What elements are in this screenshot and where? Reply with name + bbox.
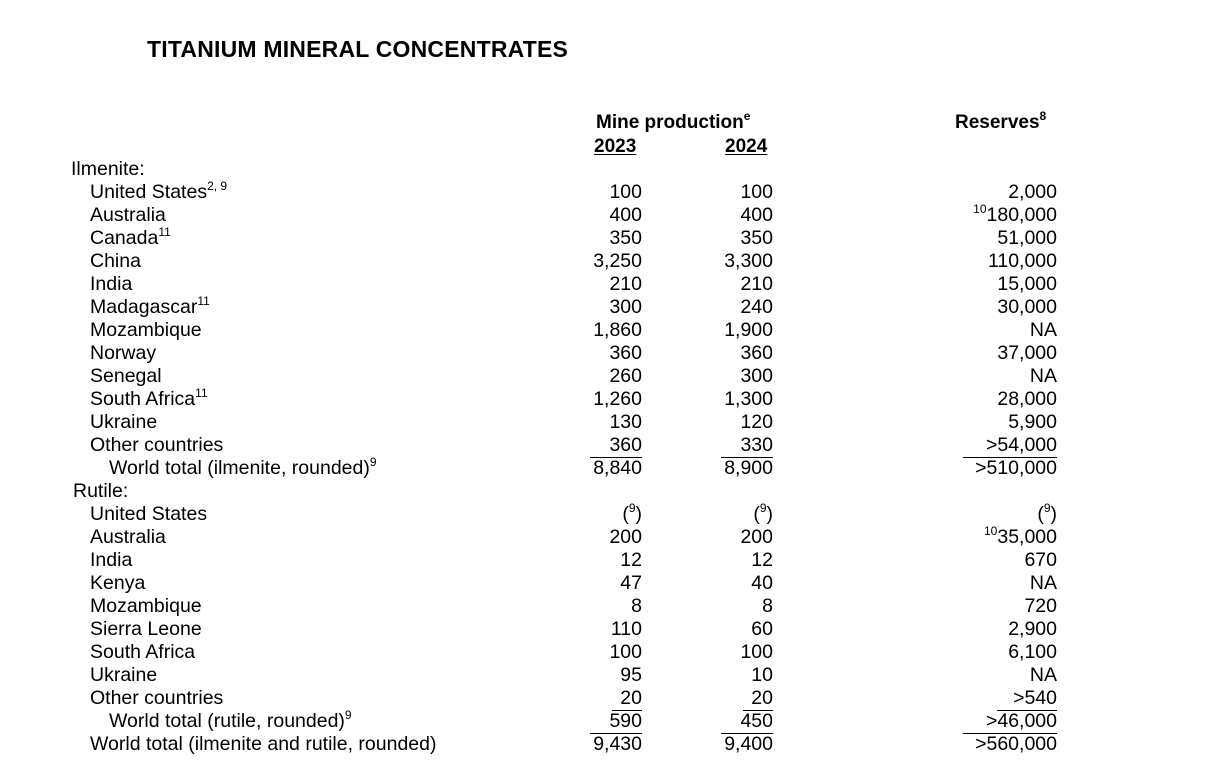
total-row xyxy=(0,710,1220,733)
value-reserves: 5,900 xyxy=(1008,411,1057,433)
reserves-header: Reserves$^8$ xyxy=(955,109,1047,133)
value-2023: 400 xyxy=(609,204,642,226)
value-2023: 360 xyxy=(560,434,642,458)
value-2024: 210 xyxy=(740,273,773,295)
row-label: Senegal xyxy=(90,365,162,387)
value-reserves: 110,000 xyxy=(987,250,1057,272)
value-2024: 360 xyxy=(740,342,773,364)
value-reserves: $^{10}$180,000 xyxy=(973,202,1057,226)
value-reserves: >46,000 xyxy=(930,710,1057,734)
row-label: Ukraine xyxy=(90,411,158,433)
row-label: United States xyxy=(90,503,208,525)
row-label: World total (ilmenite and rutile, rounded) xyxy=(90,733,437,755)
value-reserves: 2,900 xyxy=(1008,618,1057,640)
value-2023: 3,250 xyxy=(593,250,642,272)
row-label: Madagascar$^{11}$ xyxy=(90,294,210,318)
row-label: Mozambique xyxy=(90,319,202,341)
year-2023-header: 2023 xyxy=(594,136,637,157)
value-2023: 1,860 xyxy=(593,319,642,341)
table-row xyxy=(0,572,1220,595)
year-2024-header: 2024 xyxy=(725,136,768,157)
value-reserves: NA xyxy=(1029,664,1057,686)
value-2024: 300 xyxy=(740,365,773,387)
value-reserves: ($^9$) xyxy=(1037,501,1057,525)
value-2024: 60 xyxy=(751,618,773,640)
row-label: Sierra Leone xyxy=(90,618,202,640)
row-label: China xyxy=(90,250,141,272)
value-2023: 360 xyxy=(609,342,642,364)
row-label: Other countries xyxy=(90,434,224,456)
table-row xyxy=(0,319,1220,342)
value-reserves: 30,000 xyxy=(997,296,1057,318)
value-2024: 450 xyxy=(690,710,773,734)
value-2024: 12 xyxy=(751,549,773,571)
value-2023: 100 xyxy=(609,641,642,663)
value-2024: 240 xyxy=(740,296,773,318)
value-2023: 130 xyxy=(609,411,642,433)
row-label: Australia xyxy=(90,526,166,548)
table-row xyxy=(0,250,1220,273)
table-row xyxy=(0,641,1220,664)
value-reserves: >540 xyxy=(930,687,1057,711)
value-2023: 12 xyxy=(620,549,642,571)
value-reserves: NA xyxy=(1029,572,1057,594)
value-reserves: $^{10}$35,000 xyxy=(983,524,1057,548)
value-2024: 400 xyxy=(740,204,773,226)
row-label: Other countries xyxy=(90,687,224,709)
table-row xyxy=(0,503,1220,526)
value-2023: 110 xyxy=(610,618,642,640)
row-label: India xyxy=(90,273,133,295)
value-2023: 8 xyxy=(631,595,642,617)
section-header-rutile xyxy=(0,480,1220,503)
value-reserves: 720 xyxy=(1024,595,1057,617)
value-2023: ($^9$) xyxy=(622,501,642,525)
table-row xyxy=(0,595,1220,618)
value-2024: 20 xyxy=(690,687,773,711)
value-2023: 590 xyxy=(560,710,642,734)
value-2023: 210 xyxy=(609,273,642,295)
value-2023: 200 xyxy=(609,526,642,548)
value-2023: 350 xyxy=(609,227,642,249)
value-reserves: NA xyxy=(1029,319,1057,341)
value-2024: 8 xyxy=(762,595,773,617)
total-row xyxy=(0,457,1220,480)
value-reserves: 670 xyxy=(1024,549,1057,571)
value-reserves: 51,000 xyxy=(997,227,1057,249)
value-2024: 9,400 xyxy=(724,733,773,755)
value-reserves: 37,000 xyxy=(997,342,1057,364)
value-2023: 20 xyxy=(560,687,642,711)
section-header-ilmenite xyxy=(0,158,1220,181)
value-2024: 330 xyxy=(690,434,773,458)
row-label: South Africa$^{11}$ xyxy=(90,386,208,410)
row-label: India xyxy=(90,549,133,571)
table-row xyxy=(0,434,1220,457)
value-reserves: 15,000 xyxy=(997,273,1057,295)
value-2024: 1,300 xyxy=(724,388,773,410)
value-2024: 120 xyxy=(740,411,773,433)
row-label: United States$^{2, 9}$ xyxy=(90,179,228,203)
row-label: Ukraine xyxy=(90,664,158,686)
row-label: World total (ilmenite, rounded)$^9$ xyxy=(109,455,377,479)
value-2024: 8,900 xyxy=(724,457,773,479)
value-reserves: >560,000 xyxy=(975,733,1057,755)
table-row xyxy=(0,687,1220,710)
row-label: Kenya xyxy=(90,572,146,594)
value-reserves: >54,000 xyxy=(930,434,1057,458)
value-2024: 10 xyxy=(751,664,773,686)
row-label: Australia xyxy=(90,204,166,226)
value-reserves: >510,000 xyxy=(975,457,1057,479)
row-label: World total (rutile, rounded)$^9$ xyxy=(109,708,352,732)
table-row xyxy=(0,618,1220,641)
row-label: South Africa xyxy=(90,641,196,663)
table-row xyxy=(0,227,1220,250)
value-reserves: 6,100 xyxy=(1008,641,1057,663)
table-row xyxy=(0,365,1220,388)
row-label: Ilmenite: xyxy=(71,158,145,180)
value-2023: 95 xyxy=(620,664,642,686)
value-2024: 40 xyxy=(751,572,773,594)
table-row xyxy=(0,204,1220,227)
grand-total-row xyxy=(0,733,1220,756)
value-2023: 260 xyxy=(609,365,642,387)
value-2023: 9,430 xyxy=(593,733,642,755)
row-label: Mozambique xyxy=(90,595,202,617)
table-row xyxy=(0,273,1220,296)
value-reserves: 2,000 xyxy=(1008,181,1057,203)
value-2023: 300 xyxy=(609,296,642,318)
row-label: Norway xyxy=(90,342,157,364)
value-2023: 8,840 xyxy=(593,457,642,479)
value-reserves: 28,000 xyxy=(997,388,1057,410)
table-row xyxy=(0,296,1220,319)
table-row xyxy=(0,549,1220,572)
table-row xyxy=(0,526,1220,549)
value-2024: 350 xyxy=(740,227,773,249)
page-title: TITANIUM MINERAL CONCENTRATES xyxy=(147,36,569,62)
mine-production-header: Mine production$^e$ xyxy=(596,109,751,133)
value-2024: 200 xyxy=(740,526,773,548)
row-label: Canada$^{11}$ xyxy=(90,225,171,249)
table-row xyxy=(0,181,1220,204)
value-2023: 100 xyxy=(609,181,642,203)
value-2024: 100 xyxy=(740,641,773,663)
value-reserves: NA xyxy=(1029,365,1057,387)
value-2024: 1,900 xyxy=(724,319,773,341)
table-row xyxy=(0,342,1220,365)
value-2023: 47 xyxy=(620,572,642,594)
table-row xyxy=(0,388,1220,411)
value-2024: ($^9$) xyxy=(753,501,773,525)
value-2024: 3,300 xyxy=(724,250,773,272)
row-label: Rutile: xyxy=(73,480,129,502)
value-2023: 1,260 xyxy=(593,388,642,410)
table-row xyxy=(0,664,1220,687)
value-2024: 100 xyxy=(740,181,773,203)
table-row xyxy=(0,411,1220,434)
